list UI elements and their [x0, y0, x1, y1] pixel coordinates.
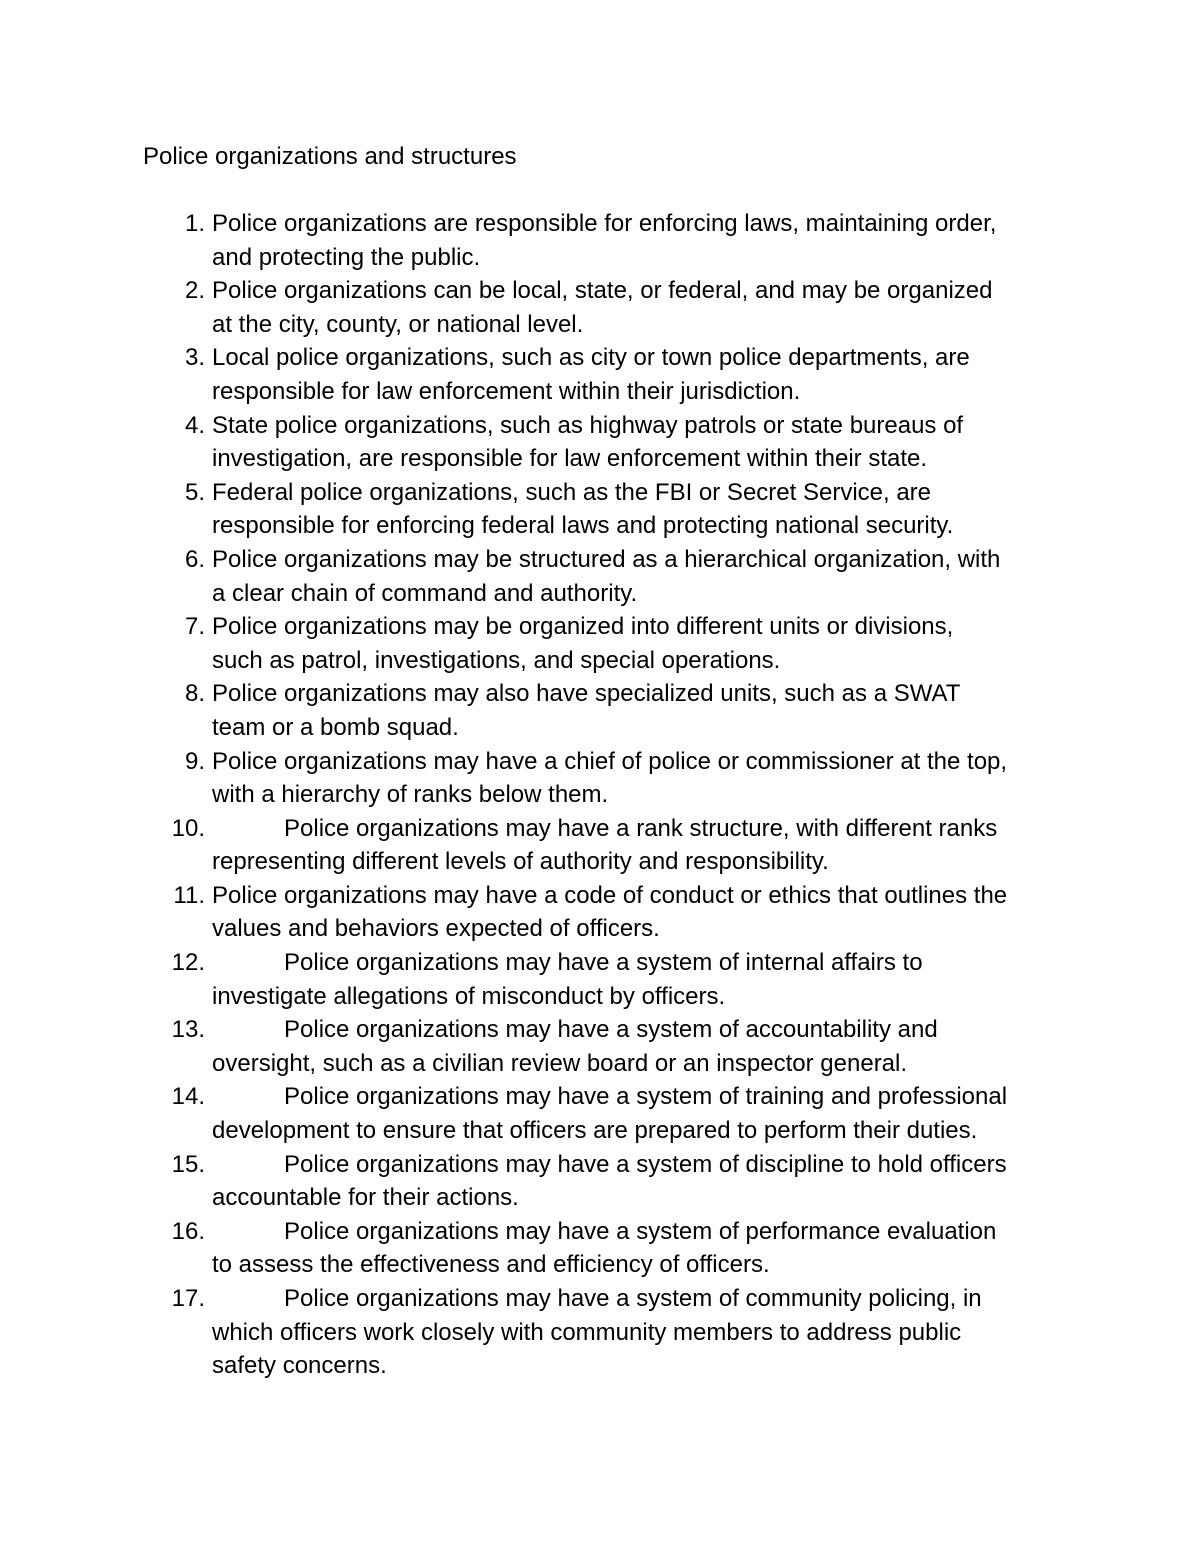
list-item-line: investigate allegations of misconduct by officers. [212, 982, 726, 1010]
list-item-line: values and behaviors expected of officers. [212, 915, 660, 943]
list-item [143, 812, 1073, 879]
list-item-line: and protecting the public. [212, 243, 481, 271]
list-item-line: with a hierarchy of ranks below them. [212, 781, 609, 809]
numbered-list [143, 207, 1073, 1383]
list-item-line: oversight, such as a civilian review board or an inspector general. [212, 1049, 908, 1077]
list-item-line: safety concerns. [212, 1352, 387, 1380]
list-item [143, 677, 1073, 744]
list-number: 10. [171, 814, 205, 842]
list-number: 16. [171, 1217, 205, 1245]
list-item-line: Police organizations may have a system of performance evaluation [284, 1217, 997, 1245]
list-item-line: Police organizations may have a system of discipline to hold officers [284, 1150, 1007, 1178]
list-item [143, 341, 1073, 408]
list-item-line: Federal police organizations, such as the FBI or Secret Service, are [212, 478, 932, 506]
list-item [143, 1080, 1073, 1147]
list-item-line: to assess the effectiveness and efficiency of officers. [212, 1251, 770, 1279]
list-number: 12. [171, 949, 205, 977]
list-number: 1. [184, 210, 205, 237]
list-number: 11. [173, 881, 205, 909]
list-number: 7. [184, 613, 205, 641]
list-item-line: Police organizations may be structured as a hierarchical organization, with [212, 545, 1001, 573]
list-item [143, 543, 1073, 610]
list-item-line: team or a bomb squad. [212, 713, 459, 741]
list-item-line: Police organizations may have a system of internal affairs to [284, 949, 923, 977]
list-number: 9. [184, 747, 205, 775]
list-item-line: development to ensure that officers are prepared to perform their duties. [212, 1117, 978, 1145]
list-item [143, 1148, 1073, 1215]
list-item [143, 610, 1073, 677]
list-number: 13. [171, 1016, 205, 1044]
list-item-line: Police organizations may also have specialized units, such as a SWAT [212, 680, 961, 708]
list-number: 8. [184, 680, 205, 708]
list-number: 2. [184, 277, 205, 305]
list-item-line: Police organizations can be local, state, or federal, and may be organized [212, 277, 993, 305]
list-item-line: responsible for enforcing federal laws and protecting national security. [212, 512, 954, 540]
list-item-line: Police organizations may have a chief of police or commissioner at the top, [212, 747, 1008, 775]
list-item [143, 946, 1073, 1013]
list-item-line: at the city, county, or national level. [212, 310, 584, 338]
document-title: Police organizations and structures [143, 143, 517, 170]
list-number: 15. [171, 1150, 205, 1178]
list-item-line: such as patrol, investigations, and special operations. [212, 646, 781, 674]
list-item-line: responsible for law enforcement within their jurisdiction. [212, 377, 801, 405]
list-item-line: Police organizations are responsible for enforcing laws, maintaining order, [212, 210, 997, 237]
list-item-line: Police organizations may be organized into different units or divisions, [212, 613, 954, 641]
list-item-line: State police organizations, such as highway patrols or state bureaus of [212, 411, 964, 439]
list-number: 5. [184, 478, 205, 506]
list-item [143, 274, 1073, 341]
list-item-line: Police organizations may have a rank structure, with different ranks [284, 814, 998, 842]
list-number: 14. [171, 1083, 205, 1111]
list-item [143, 409, 1073, 476]
list-item-line: Local police organizations, such as city or town police departments, are [212, 344, 970, 372]
list-item-line: which officers work closely with community members to address public [212, 1318, 962, 1346]
list-item-line: Police organizations may have a code of conduct or ethics that outlines the [212, 881, 1008, 909]
list-item-line: Police organizations may have a system of community policing, in [284, 1285, 982, 1312]
list-number: 6. [184, 545, 205, 573]
list-item [143, 476, 1073, 543]
list-number: 4. [184, 411, 205, 439]
list-item [143, 1282, 1073, 1383]
list-item-line: investigation, are responsible for law enforcement within their state. [212, 445, 928, 473]
list-item [143, 879, 1073, 946]
list-item [143, 207, 1073, 274]
list-item [143, 1013, 1073, 1080]
list-item-line: a clear chain of command and authority. [212, 579, 638, 607]
list-item [143, 745, 1073, 812]
list-number: 17. [171, 1285, 205, 1312]
list-item-line: Police organizations may have a system of training and professional [284, 1083, 1008, 1111]
list-item-line: representing different levels of authority and responsibility. [212, 848, 829, 876]
list-item-line: Police organizations may have a system of accountability and [284, 1016, 938, 1044]
list-number: 3. [184, 344, 205, 372]
list-item [143, 1215, 1073, 1282]
list-item-line: accountable for their actions. [212, 1184, 519, 1212]
